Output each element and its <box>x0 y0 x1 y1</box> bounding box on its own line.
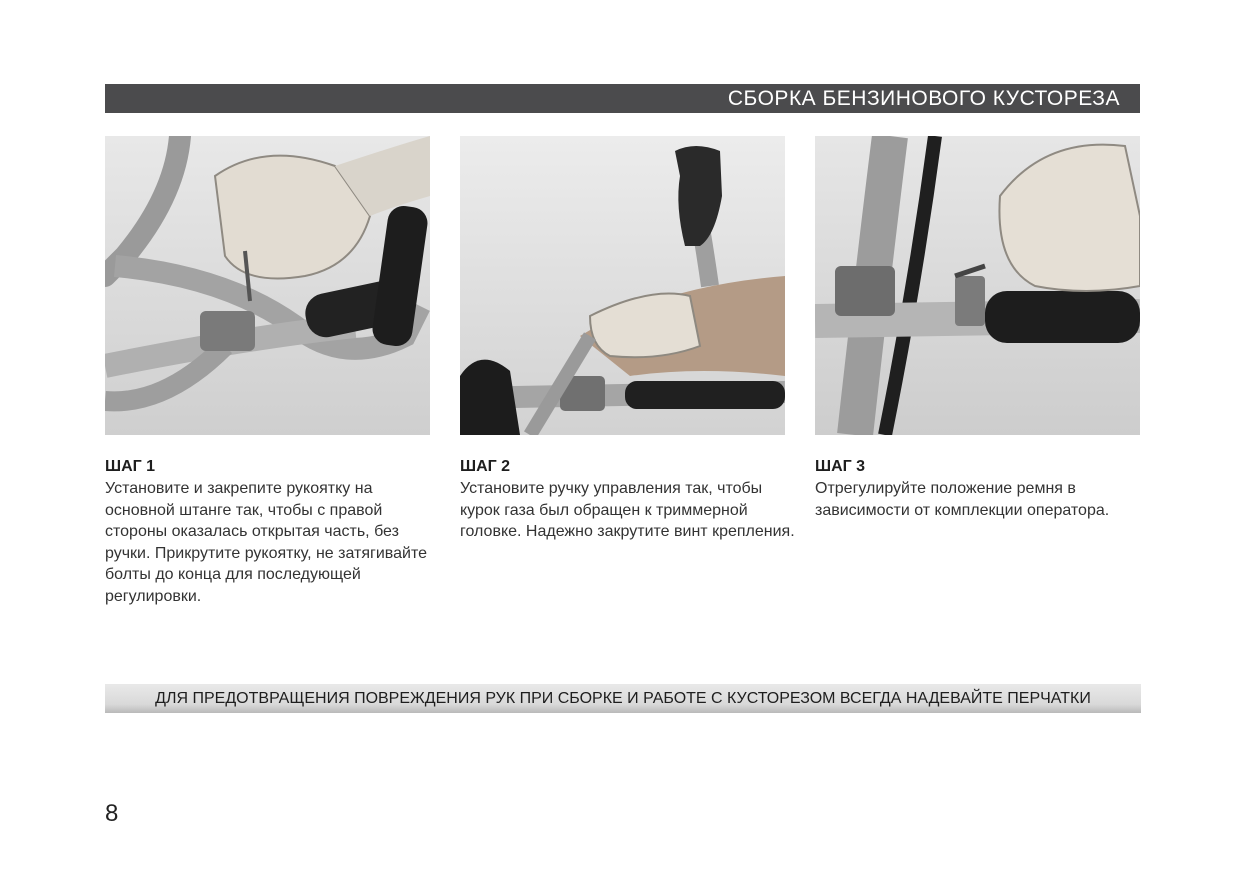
step-2-photo <box>460 136 785 435</box>
step-1-illustration <box>105 136 430 435</box>
step-3-illustration <box>815 136 1140 435</box>
step-3 <box>815 457 1150 521</box>
step-2-text: Установите ручку управления так, чтобы курок газа был обращен к триммерной головке. Надежно закрутите винт крепления. <box>460 480 795 540</box>
step-2 <box>460 457 795 543</box>
step-3-title: ШАГ 3 <box>815 458 866 475</box>
step-1-photo <box>105 136 430 435</box>
page-number: 8 <box>105 800 119 827</box>
section-title: СБОРКА БЕНЗИНОВОГО КУСТОРЕЗА <box>727 87 1120 110</box>
step-1 <box>105 457 440 607</box>
section-header-bar <box>105 84 1140 113</box>
step-2-title: ШАГ 2 <box>460 458 511 475</box>
step-1-title: ШАГ 1 <box>105 458 156 475</box>
warning-bar <box>105 684 1141 713</box>
step-1-text: Установите и закрепите рукоятку на основной штанге так, чтобы с правой стороны оказалась открытая часть, без ручки. Прикрутите рукоятку, не затягивайте болты до конца для последующей регулировки. <box>105 480 427 605</box>
step-2-illustration <box>460 136 785 435</box>
warning-text: ДЛЯ ПРЕДОТВРАЩЕНИЯ ПОВРЕЖДЕНИЯ РУК ПРИ СБОРКЕ И РАБОТЕ С КУСТОРЕЗОМ ВСЕГДА НАДЕВАЙТЕ ПЕРЧАТКИ <box>155 690 1091 707</box>
step-3-photo <box>815 136 1140 435</box>
step-3-text: Отрегулируйте положение ремня в зависимости от комплекции оператора. <box>815 480 1110 519</box>
